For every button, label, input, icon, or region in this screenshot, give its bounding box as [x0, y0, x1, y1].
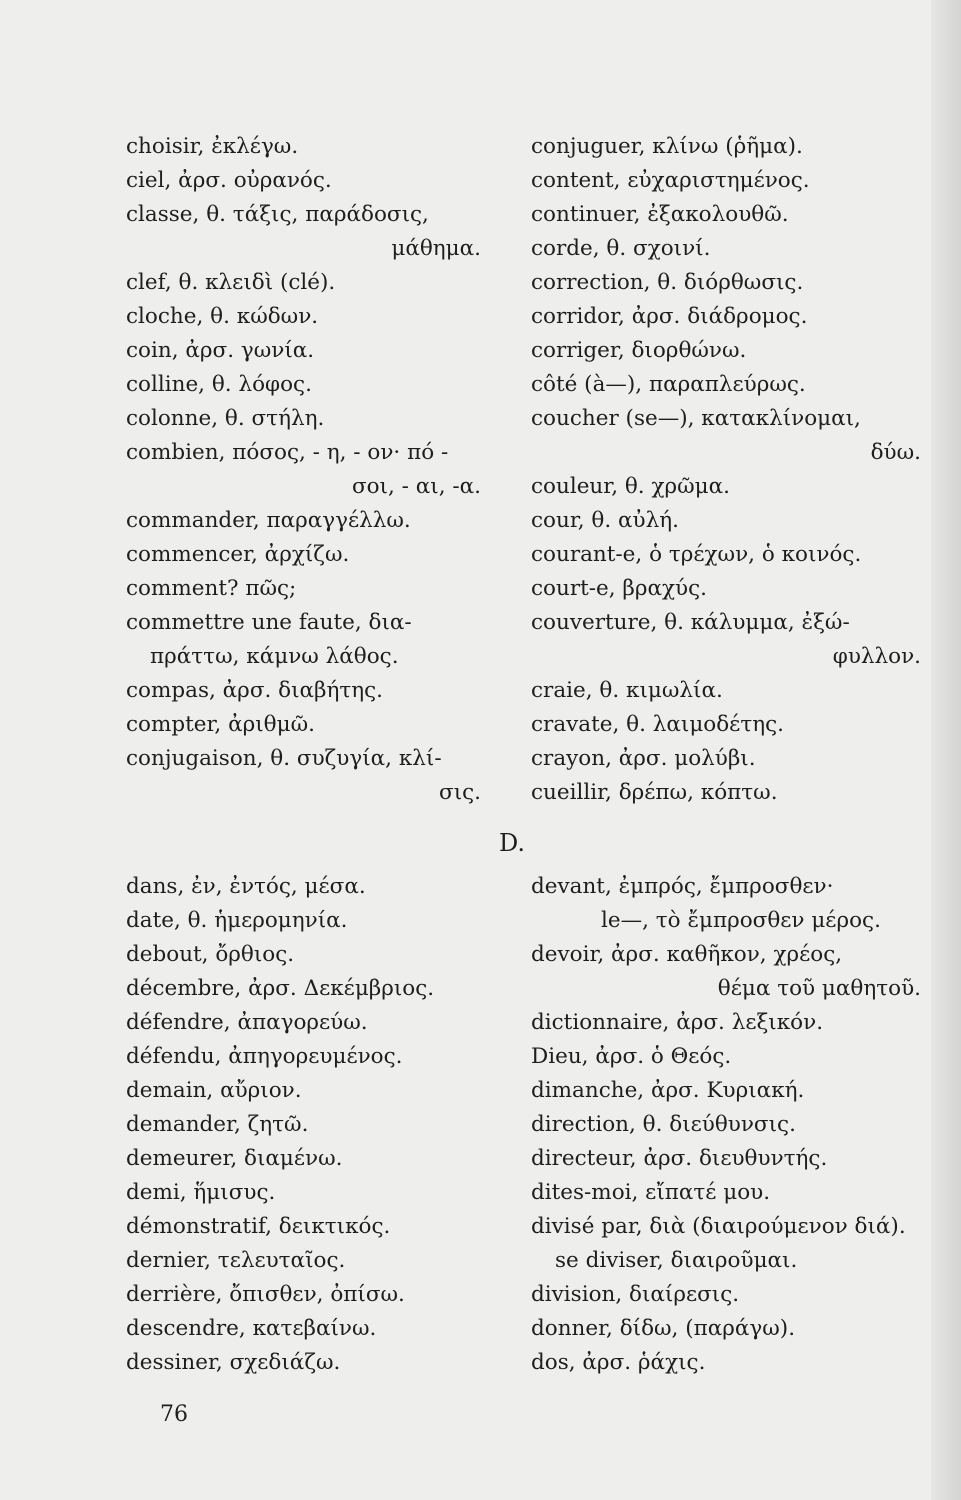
dictionary-entry: colline, θ. λόφος. — [126, 372, 312, 397]
dictionary-entry: comment? πῶς; — [126, 576, 297, 601]
dictionary-entry: demeurer, διαμένω. — [126, 1146, 343, 1171]
dictionary-entry: division, διαίρεσις. — [531, 1282, 740, 1307]
dictionary-entry: continuer, ἐξακολουθῶ. — [531, 202, 789, 227]
entry-continuation: πράττω, κάμνω λάθος. — [150, 644, 399, 669]
page-number: 76 — [160, 1402, 188, 1427]
dictionary-entry: craie, θ. κιμωλία. — [531, 678, 723, 703]
dictionary-entry: couleur, θ. χρῶμα. — [531, 474, 731, 499]
dictionary-entry: dernier, τελευταῖος. — [126, 1248, 346, 1273]
dictionary-entry: corriger, διορθώνω. — [531, 338, 747, 363]
dictionary-entry: correction, θ. διόρθωσις. — [531, 270, 804, 295]
dictionary-entry: défendu, ἀπηγορευμένος. — [126, 1044, 403, 1069]
dictionary-entry: court-e, βραχύς. — [531, 576, 707, 601]
dictionary-entry: devant, ἐμπρός, ἔμπροσθεν· — [531, 874, 834, 899]
dictionary-entry: courant-e, ὁ τρέχων, ὁ κοινός. — [531, 542, 862, 567]
dictionary-entry: clef, θ. κλειδὶ (clé). — [126, 270, 336, 295]
section-letter: D. — [498, 829, 525, 857]
dictionary-entry: demain, αὔριον. — [126, 1078, 302, 1103]
dictionary-entry: coin, ἀρσ. γωνία. — [126, 338, 315, 363]
dictionary-entry: date, θ. ἡμερομηνία. — [126, 908, 348, 933]
entry-continuation: φυλλον. — [832, 644, 921, 669]
dictionary-entry: cueillir, δρέπω, κόπτω. — [531, 780, 778, 805]
dictionary-entry: dimanche, ἀρσ. Κυριακή. — [531, 1078, 805, 1103]
dictionary-entry: démonstratif, δεικτικός. — [126, 1214, 391, 1239]
dictionary-entry: compter, ἀριθμῶ. — [126, 712, 315, 737]
dictionary-entry: commander, παραγγέλλω. — [126, 508, 411, 533]
dictionary-entry: couverture, θ. κάλυμμα, ἐξώ- — [531, 610, 850, 635]
dictionary-entry: dictionnaire, ἀρσ. λεξικόν. — [531, 1010, 824, 1035]
column-right-c — [531, 130, 921, 810]
dictionary-entry: dans, ἐν, ἐντός, μέσα. — [126, 874, 366, 899]
dictionary-entry: conjuguer, κλίνω (ῥῆμα). — [531, 134, 803, 159]
dictionary-entry: content, εὐχαριστημένος. — [531, 168, 810, 193]
entry-continuation: se diviser, διαιροῦμαι. — [555, 1248, 798, 1273]
entry-continuation: δύω. — [870, 440, 921, 465]
dictionary-entry: divisé par, διὰ (διαιρούμενον διά). — [531, 1214, 906, 1239]
dictionary-entry: commencer, ἀρχίζω. — [126, 542, 350, 567]
dictionary-entry: compas, ἀρσ. διαβήτης. — [126, 678, 384, 703]
entry-continuation: σοι, - αι, -α. — [351, 474, 481, 499]
dictionary-entry: devoir, ἀρσ. καθῆκον, χρέος, — [531, 942, 843, 967]
dictionary-entry: cravate, θ. λαιμοδέτης. — [531, 712, 784, 737]
dictionary-entry: debout, ὄρθιος. — [126, 942, 295, 967]
dictionary-entry: demi, ἥμισυς. — [126, 1180, 276, 1205]
dictionary-entry: défendre, ἀπαγορεύω. — [126, 1010, 368, 1035]
dictionary-entry: crayon, ἀρσ. μολύβι. — [531, 746, 756, 771]
dictionary-entry: direction, θ. διεύθυνσις. — [531, 1112, 796, 1137]
dictionary-entry: demander, ζητῶ. — [126, 1112, 309, 1137]
dictionary-entry: commettre une faute, δια- — [126, 610, 412, 635]
dictionary-entry: corde, θ. σχοινί. — [531, 236, 711, 261]
dictionary-entry: côté (à—), παραπλεύρως. — [531, 372, 806, 397]
dictionary-entry: directeur, ἀρσ. διευθυντής. — [531, 1146, 828, 1171]
entry-continuation: μάθημα. — [391, 236, 481, 261]
column-left-d — [126, 870, 481, 1380]
dictionary-entry: coucher (se—), κατακλίνομαι, — [531, 406, 861, 431]
dictionary-entry: dessiner, σχεδιάζω. — [126, 1350, 341, 1375]
dictionary-entry: ciel, ἀρσ. οὐρανός. — [126, 168, 332, 193]
dictionary-entry: colonne, θ. στήλη. — [126, 406, 325, 431]
dictionary-entry: conjugaison, θ. συζυγία, κλί- — [126, 746, 442, 771]
dictionary-entry: dos, ἀρσ. ῥάχις. — [531, 1350, 706, 1375]
column-left-c — [126, 130, 481, 810]
dictionary-entry: corridor, ἀρσ. διάδρομος. — [531, 304, 808, 329]
dictionary-entry: décembre, ἀρσ. Δεκέμβριος. — [126, 976, 435, 1001]
dictionary-entry: combien, πόσος, - η, - ον· πό - — [126, 440, 449, 465]
entry-continuation: θέμα τοῦ μαθητοῦ. — [717, 976, 921, 1001]
entry-continuation: σις. — [439, 780, 481, 805]
entry-continuation: le—, τὸ ἔμπροσθεν μέρος. — [601, 908, 881, 933]
dictionary-entry: donner, δίδω, (παράγω). — [531, 1316, 796, 1341]
dictionary-entry: classe, θ. τάξις, παράδοσις, — [126, 202, 429, 227]
dictionary-entry: Dieu, ἀρσ. ὁ Θεός. — [531, 1044, 732, 1069]
dictionary-entry: derrière, ὄπισθεν, ὀπίσω. — [126, 1282, 405, 1307]
dictionary-entry: cloche, θ. κώδων. — [126, 304, 319, 329]
dictionary-entry: dites-moi, εἴπατέ μου. — [531, 1180, 771, 1205]
dictionary-entry: cour, θ. αὐλή. — [531, 508, 679, 533]
page-edge-shadow — [931, 0, 961, 1500]
dictionary-entry: choisir, ἐκλέγω. — [126, 134, 299, 159]
column-right-d — [531, 870, 921, 1380]
dictionary-entry: descendre, κατεβαίνω. — [126, 1316, 377, 1341]
